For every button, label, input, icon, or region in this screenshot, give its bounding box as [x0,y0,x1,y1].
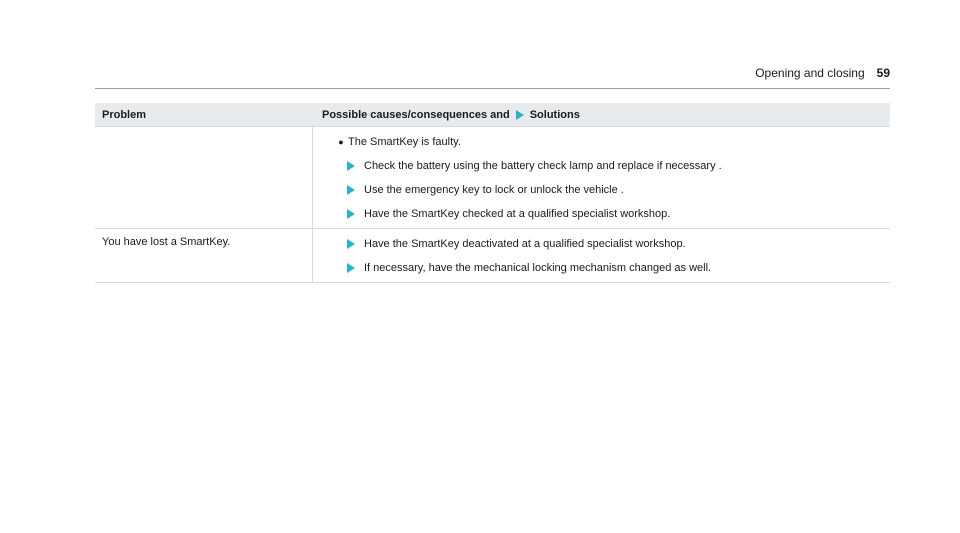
solution-step [322,181,890,198]
solution-step [322,235,890,252]
step-arrow-icon [347,239,355,249]
solution-cell [313,127,890,228]
step-text: Check the battery using the battery check lamp and replace if necessary . [364,159,722,172]
solution-cell [313,229,890,282]
bullet-icon: ● [338,136,344,147]
table-row [95,126,890,228]
table-row [95,228,890,282]
step-text: Use the emergency key to lock or unlock the vehicle . [364,183,624,196]
step-text: Have the SmartKey checked at a qualified specialist workshop. [364,207,671,220]
column-header-solutions [313,109,890,121]
page-number: 59 [876,66,890,80]
step-arrow-icon [347,263,355,273]
column-header-solutions-label: Solutions [529,108,580,121]
problem-cell [95,127,313,228]
running-header [95,66,890,89]
cause-text: The SmartKey is faulty. [348,135,461,148]
solution-step [322,205,890,222]
step-arrow-icon [347,185,355,195]
step-text: If necessary, have the mechanical locking mechanism changed as well. [364,261,712,274]
table-header [95,103,890,126]
step-arrow-icon [347,161,355,171]
troubleshooting-table [95,103,890,283]
cause-item [322,133,890,150]
column-header-causes-label: Possible causes/consequences and [322,108,510,121]
problem-cell: You have lost a SmartKey. [95,229,313,282]
solution-step [322,157,890,174]
step-arrow-icon [347,209,355,219]
solution-arrow-icon [516,110,524,120]
section-title: Opening and closing [755,66,865,80]
step-text: Have the SmartKey deactivated at a qualified specialist workshop. [364,237,686,250]
solution-step [322,259,890,276]
column-header-problem: Problem [102,108,147,121]
